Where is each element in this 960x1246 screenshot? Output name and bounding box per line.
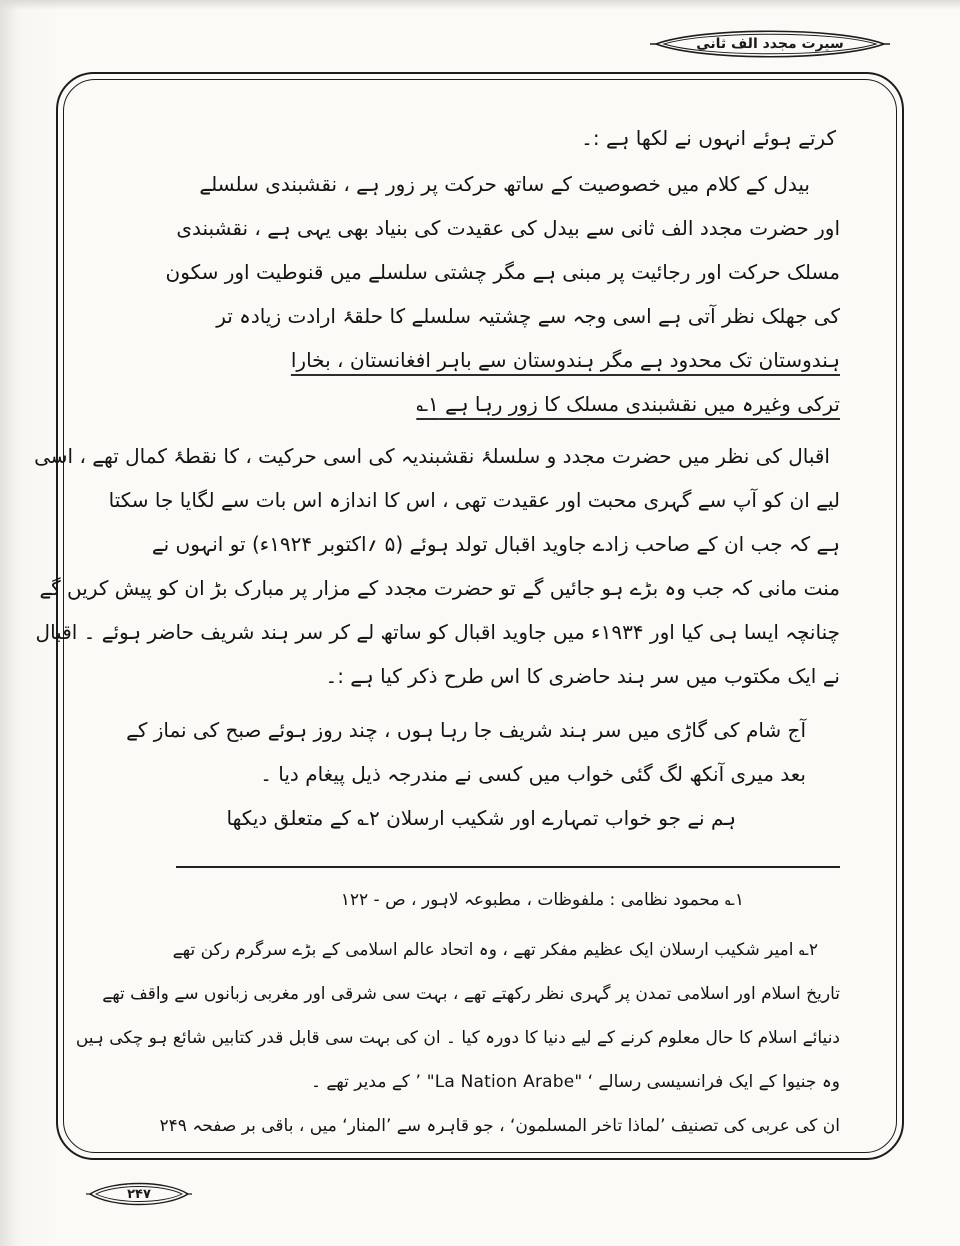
page-number-cartouche [86,1176,192,1212]
quote-line: اور حضرت مجدد الف ثانی سے بیدل کی عقیدت کی بنیاد بھی یہی ہے ، نقشبندی [176,216,840,240]
footnote-line: وہ جنیوا کے ایک فرانسیسی رسالے ‘ "La Nation Arabe" ’ کے مدیر تھے ۔ [310,1072,840,1092]
body-line: ہے کہ جب ان کے صاحب زادے جاوید اقبال تولد ہوئے (۵ ؍اکتوبر ۱۹۲۴ء) تو انہوں نے [151,532,840,556]
quote-line: مسلک حرکت اور رجائیت پر مبنی ہے مگر چشتی سلسلے میں قنوطیت اور سکون [165,260,840,284]
quote-line: آج شام کی گاڑی میں سر ہند شریف جا رہا ہوں ، چند روز ہوئے صبح کی نماز کے [126,718,806,742]
footnote-line: ۲؎ امیر شکیب ارسلان ایک عظیم مفکر تھے ، وہ اتحاد عالم اسلامی کے بڑے سرگرم رکن تھے [172,940,818,960]
footnote-line: دنیائے اسلام کا حال معلوم کرنے کے لیے دنیا کا دورہ کیا ۔ ان کی بہت سی قابل قدر کتابیں شائع ہو چکی ہیں [75,1028,840,1048]
body-line: نے ایک مکتوب میں سر ہند حاضری کا اس طرح ذکر کیا ہے :۔ [325,664,840,688]
quote-line: بیدل کے کلام میں خصوصیت کے ساتھ حرکت پر زور ہے ، نقشبندی سلسلے [199,172,810,196]
scan-edge-shadow [0,0,960,10]
quote-line: کی جھلک نظر آتی ہے اسی وجہ سے چشتیہ سلسلے کا حلقۂ ارادت زیادہ تر [216,304,840,328]
footnote-2 [75,928,840,1148]
intro-line: کرتے ہوئے انہوں نے لکھا ہے :۔ [581,126,836,150]
book-title: سیرت مجدد الف ثانی [696,36,844,52]
footnote-line: تاریخ اسلام اور اسلامی تمدن پر گہری نظر رکھتے تھے ، بہت سی شرقی اور مغربی زبانوں سے واقف تھے [102,984,840,1004]
body-line: لیے ان کو آپ سے گہری محبت اور عقیدت تھی ، اس کا اندازہ اس بات سے لگایا جا سکتا [108,488,840,512]
quote-line: ہندوستان تک محدود ہے مگر ہندوستان سے باہر افغانستان ، بخارا [290,348,840,372]
quote-line: ہم نے جو خواب تمہارے اور شکیب ارسلان ۲؎ کے متعلق دیکھا [226,806,736,830]
body-line: چنانچہ ایسا ہی کیا اور ۱۹۳۴ء میں جاوید اقبال کو ساتھ لے کر سر ہند شریف حاضر ہوئے ۔ اقبال [35,620,840,644]
body-line: منت مانی کہ جب وہ بڑے ہو جائیں گے تو حضرت مجدد کے مزار پر مبارک بڑ ان کو پیش کریں گے [39,576,840,600]
footnote-line: ان کی عربی کی تصنیف ’لماذا تاخر المسلمون‘ ، جو قاہرہ سے ’المنار‘ میں ، باقی بر صفحہ ۲۴۹ [159,1116,840,1136]
quote-block-1 [150,162,840,426]
page-number: ۲۴۷ [127,1186,151,1202]
paragraph-2 [34,434,840,698]
header-cartouche [650,24,890,64]
quote-block-2 [126,708,840,840]
footnote-separator [176,866,840,868]
body-text [34,116,840,1148]
footnote-1: ۱؎ محمود نظامی : ملفوظات ، مطبوعہ لاہور ، ص - ۱۲۲ [340,890,744,910]
quote-line: بعد میری آنکھ لگ گئی خواب میں کسی نے مندرجہ ذیل پیغام دیا ۔ [260,762,806,786]
body-line: اقبال کی نظر میں حضرت مجدد و سلسلۂ نقشبندیہ کی اسی حرکیت ، کا نقطۂ کمال تھے ، اسی [34,444,830,468]
quote-line: ترکی وغیرہ میں نقشبندی مسلک کا زور رہا ہے ۱؎ [416,392,840,416]
